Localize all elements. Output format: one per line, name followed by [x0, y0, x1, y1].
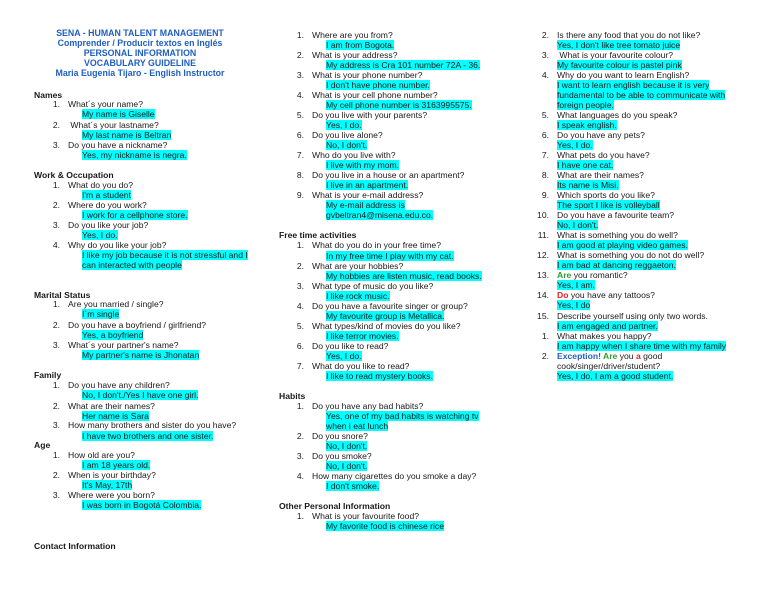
highlighted-answer: My cell phone number is 3163995575.: [326, 100, 472, 110]
highlighted-answer: Yes, I do.: [326, 120, 362, 130]
question-text: What´s your name?: [68, 99, 143, 109]
contact-question-7: [290, 150, 396, 160]
header-line-3: PERSONAL INFORMATION: [83, 48, 197, 58]
age-question-3: [46, 490, 155, 500]
age-question-2: [46, 470, 156, 480]
question-text: What is something you do not do well?: [557, 250, 705, 260]
contact-answer-2: [326, 60, 496, 70]
other-answer-1: [326, 521, 496, 531]
question-text: good: [640, 351, 663, 361]
document-header: [34, 0, 246, 78]
question-text: How many brothers and sister do you have?: [68, 420, 237, 430]
question-number: 4.: [52, 240, 60, 250]
free-time-question-6: [290, 341, 388, 351]
question-number: 7.: [296, 361, 304, 371]
highlighted-answer: My hobbies are listen music, read books.: [326, 271, 482, 281]
highlighted-answer: I live with my mom.: [326, 160, 400, 170]
more-answer-6: [557, 160, 732, 170]
highlighted-answer: Yes, my nickname is negra.: [82, 150, 187, 160]
question-number: 4.: [296, 90, 304, 100]
question-text: What is your phone number?: [312, 70, 423, 80]
work-answer-1: [82, 190, 260, 200]
names-answer-1: [82, 109, 262, 119]
work-question-2: [46, 200, 147, 210]
contact-answer-3: [326, 80, 496, 90]
question-text: What is something you do well?: [557, 230, 678, 240]
contact-answer-9: [326, 200, 496, 220]
question-text: How many cigarettes do you smoke a day?: [312, 471, 477, 481]
work-answer-3: [82, 230, 260, 240]
header-line-4: VOCABULARY GUIDELINE: [84, 58, 196, 68]
question-text: Do you smoke?: [312, 451, 372, 461]
age-question-1: [46, 450, 135, 460]
contact-question-4: [290, 90, 438, 100]
question-text: What are their names?: [68, 401, 155, 411]
more-question-2: [535, 50, 673, 60]
more-question-7: [535, 170, 644, 180]
question-number: 3.: [296, 70, 304, 80]
column-left: [34, 0, 246, 78]
highlighted-answer: I like my job because it is not stressful and I can interacted with people: [82, 250, 248, 271]
question-emphasis: Exception!: [557, 351, 601, 361]
marital-question-2: [46, 320, 206, 330]
more-answer-4: [557, 120, 732, 130]
question-text: What is your cell phone number?: [312, 90, 438, 100]
question-number: 9.: [296, 190, 304, 200]
more-question-10: [535, 230, 678, 240]
question-text: What is your favourite colour?: [557, 50, 674, 60]
question-number: 1.: [52, 299, 60, 309]
highlighted-answer: In my free time I play with my cat.: [326, 251, 454, 261]
work-question-4: [46, 240, 166, 250]
question-number: 3.: [296, 281, 304, 291]
more-question-4: [535, 110, 677, 120]
question-text: What´s your partner's name?: [68, 340, 179, 350]
more-answer-5: [557, 140, 732, 150]
more-answer-2: [557, 60, 732, 70]
highlighted-answer: My partner's name is Jhonatan: [82, 350, 200, 360]
free-time-answer-4: [326, 311, 496, 321]
section-habits: Habits: [279, 391, 306, 401]
family-answer-1: [82, 390, 272, 400]
marital-answer-2: [82, 330, 262, 340]
age-answer-2: [82, 480, 262, 490]
more-answer-14: [557, 321, 732, 331]
highlighted-answer: Yes, I am.: [557, 280, 595, 290]
section-free-time: Free time activities: [279, 230, 357, 240]
contact-answer-5: [326, 120, 496, 130]
question-text: What do you like to read?: [312, 361, 410, 371]
family-question-3: [46, 420, 236, 430]
marital-question-3: [46, 340, 179, 350]
highlighted-answer: No, I don't./Yes I have one girl.: [82, 390, 199, 400]
question-number: 1.: [52, 450, 60, 460]
free-time-question-3: [290, 281, 433, 291]
question-number: 5.: [296, 321, 304, 331]
marital-answer-3: [82, 350, 262, 360]
question-text: Where do you work?: [68, 200, 147, 210]
question-number: 8.: [296, 170, 304, 180]
habits-answer-4: [326, 481, 496, 491]
highlighted-answer: I speak english.: [557, 120, 617, 130]
question-number: 6.: [541, 130, 549, 140]
question-number: 2.: [296, 50, 304, 60]
more-answer-11: [557, 260, 732, 270]
free-time-answer-7: [326, 371, 496, 381]
contact-question-8: [290, 170, 464, 180]
highlighted-answer: I'm a student: [82, 190, 131, 200]
contact-question-2: [290, 50, 398, 60]
question-text: you: [617, 351, 636, 361]
question-number: 2.: [52, 401, 60, 411]
habits-answer-3: [326, 461, 496, 471]
highlighted-answer: Yes, I do.: [557, 140, 593, 150]
names-answer-2: [82, 130, 262, 140]
contact-answer-6: [326, 140, 496, 150]
header-line-1: SENA - HUMAN TALENT MANAGEMENT: [56, 28, 224, 38]
more-question-16: [535, 351, 662, 361]
family-question-1: [46, 380, 170, 390]
highlighted-answer: Yes, I do, I am a good student.: [557, 371, 674, 381]
question-number: 5.: [541, 110, 549, 120]
question-number: 4.: [296, 471, 304, 481]
highlighted-answer: Yes, I do: [557, 300, 591, 310]
question-text: Do you have a favourite team?: [557, 210, 675, 220]
contact-answer-8: [326, 180, 496, 190]
highlighted-answer: I´m single: [82, 309, 120, 319]
question-number: 7.: [296, 150, 304, 160]
question-text: Are you married / single?: [68, 299, 164, 309]
question-number: 3.: [52, 420, 60, 430]
question-number: 2.: [52, 120, 60, 130]
highlighted-answer: I want to learn english because it is very fundamental to be able to communicate with foreign people.: [557, 80, 726, 111]
more-question-6: [535, 150, 650, 160]
more-answer-12: [557, 280, 732, 290]
question-number: 3.: [52, 140, 60, 150]
highlighted-answer: I am 18 years old.: [82, 460, 151, 470]
question-emphasis: Do: [557, 290, 569, 300]
highlighted-answer: I work for a cellphone store.: [82, 210, 188, 220]
question-number: 5.: [296, 110, 304, 120]
free-time-question-7: [290, 361, 409, 371]
more-answer-7: [557, 180, 732, 190]
question-emphasis: Are: [600, 351, 618, 361]
contact-answer-4: [326, 100, 496, 110]
question-text: What pets do you have?: [557, 150, 650, 160]
question-text: Do you live with your parents?: [312, 110, 428, 120]
question-number: 1.: [52, 180, 60, 190]
more-answer-9: [557, 220, 732, 230]
section-family: Family: [34, 370, 62, 380]
question-text: Why do you want to learn English?: [557, 70, 690, 80]
question-number: 3.: [52, 220, 60, 230]
section-age: Age: [34, 440, 51, 450]
question-text: Do you have a favourite singer or group?: [312, 301, 468, 311]
names-question-3: [46, 140, 167, 150]
question-number: 1.: [541, 331, 549, 341]
question-text: you have any tattoos?: [568, 290, 655, 300]
question-number: 2.: [296, 431, 304, 441]
question-number: 2.: [296, 261, 304, 271]
highlighted-answer: Yes, I don't like tree tomato juice: [557, 40, 681, 50]
age-answer-3: [82, 500, 262, 510]
question-text: Do you snore?: [312, 431, 368, 441]
section-work: Work & Occupation: [34, 170, 114, 180]
highlighted-answer: No, I don't.: [557, 220, 599, 230]
question-number: 10.: [537, 210, 549, 220]
more-answer-13: [557, 300, 732, 310]
question-text: What makes you happy?: [557, 331, 652, 341]
work-answer-2: [82, 210, 260, 220]
question-number: 2.: [52, 200, 60, 210]
highlighted-answer: I am engaged and partner.: [557, 321, 658, 331]
question-text: Describe yourself using only two words.: [557, 311, 708, 321]
section-contact: Contact Information: [34, 541, 116, 551]
contact-answer-7: [326, 160, 496, 170]
highlighted-answer: My e-mail address is gvbeltran4@misena.edu.co.: [326, 200, 434, 221]
highlighted-answer: Yes, one of my bad habits is watching tv when i eat lunch: [326, 411, 479, 432]
habits-question-4: [290, 471, 476, 481]
highlighted-answer: No, I don't.: [326, 441, 368, 451]
more-question-1: [535, 30, 700, 40]
contact-question-5: [290, 110, 427, 120]
question-text: Is there any food that you do not like?: [557, 30, 701, 40]
section-other: Other Personal Information: [279, 501, 391, 511]
more-answer-8: [557, 200, 732, 210]
question-number: 6.: [296, 341, 304, 351]
question-number: 1.: [52, 380, 60, 390]
question-text: When is your birthday?: [68, 470, 156, 480]
more-answer-16: [557, 371, 732, 381]
question-number: 1.: [296, 30, 304, 40]
marital-answer-1: [82, 309, 262, 319]
question-number: 2.: [52, 320, 60, 330]
question-number: 9.: [541, 190, 549, 200]
question-number: 3.: [541, 50, 549, 60]
question-text: What languages do you speak?: [557, 110, 678, 120]
question-number: 15.: [537, 311, 549, 321]
question-text: What type of music do you like?: [312, 281, 434, 291]
age-answer-1: [82, 460, 262, 470]
question-number: 8.: [541, 170, 549, 180]
highlighted-answer: My favorite food is chinese rice: [326, 521, 444, 531]
highlighted-answer: I am from Bogota.: [326, 40, 395, 50]
highlighted-answer: The sport I like is volleyball: [557, 200, 660, 210]
more-question-11: [535, 250, 704, 260]
highlighted-answer: Yes, I do.: [326, 351, 362, 361]
question-number: 1.: [52, 99, 60, 109]
more-question-5: [535, 130, 645, 140]
names-question-1: [46, 99, 143, 109]
highlighted-answer: I like terror movies.: [326, 331, 399, 341]
names-question-2: [46, 120, 159, 130]
question-number: 12.: [537, 250, 549, 260]
highlighted-answer: I have one cat.: [557, 160, 614, 170]
question-number: 3.: [296, 451, 304, 461]
highlighted-answer: Her name is Sara: [82, 411, 149, 421]
question-text: Do you have any pets?: [557, 130, 645, 140]
free-time-question-5: [290, 321, 461, 331]
section-marital: Marital Status: [34, 290, 91, 300]
free-time-question-4: [290, 301, 468, 311]
question-text: What is your e-mail address?: [312, 190, 424, 200]
highlighted-answer: My name is Giselle: [82, 109, 155, 119]
question-number: 6.: [296, 130, 304, 140]
question-text: Do you like to read?: [312, 341, 389, 351]
highlighted-answer: My favourite group is Metallica.: [326, 311, 445, 321]
free-time-answer-6: [326, 351, 496, 361]
marital-question-1: [46, 299, 164, 309]
question-text: Why do you like your job?: [68, 240, 167, 250]
highlighted-answer: I was born in Bogotá Colombia.: [82, 500, 202, 510]
question-text: Do you have a boyfriend / girlfriend?: [68, 320, 207, 330]
highlighted-answer: Yes, I do.: [82, 230, 118, 240]
question-emphasis: a: [635, 351, 641, 361]
highlighted-answer: I live in an apartment.: [326, 180, 409, 190]
contact-question-9: [290, 190, 423, 200]
question-text: Who do you live with?: [312, 150, 396, 160]
question-number: 2.: [52, 470, 60, 480]
highlighted-answer: I like rock music.: [326, 291, 390, 301]
habits-question-2: [290, 431, 368, 441]
question-text: What is your address?: [312, 50, 398, 60]
work-question-1: [46, 180, 133, 190]
highlighted-answer: I am bad at dancing reggaeton.: [557, 260, 676, 270]
more-question-12: [535, 270, 628, 280]
question-text: How old are you?: [68, 450, 135, 460]
question-text: Do you have a nickname?: [68, 140, 168, 150]
more-question-3: [535, 70, 689, 80]
free-time-answer-1: [326, 251, 496, 261]
question-number: 1.: [296, 401, 304, 411]
highlighted-answer: Yes, a boyfriend: [82, 330, 144, 340]
contact-answer-1: [326, 40, 496, 50]
question-text: What is your favourite food?: [312, 511, 419, 521]
question-number: 3.: [52, 340, 60, 350]
question-number: 4.: [296, 301, 304, 311]
contact-question-1: [290, 30, 393, 40]
question-number: 11.: [537, 230, 549, 240]
question-text: What are their names?: [557, 170, 644, 180]
highlighted-answer: No, I don't.: [326, 461, 368, 471]
question-text: you romantic?: [571, 270, 628, 280]
question-text: Do you live alone?: [312, 130, 383, 140]
more-answer-10: [557, 240, 732, 250]
question-number: 13.: [537, 270, 549, 280]
more-answer-1: [557, 40, 732, 50]
contact-question-3: [290, 70, 422, 80]
highlighted-answer: I am happy when I share time with my family: [557, 341, 727, 351]
free-time-question-2: [290, 261, 403, 271]
more-question-13: [535, 290, 655, 300]
work-question-3: [46, 220, 148, 230]
more-question-14: [535, 311, 708, 321]
question-text: Do you have any children?: [68, 380, 170, 390]
habits-question-3: [290, 451, 372, 461]
more-question-8: [535, 190, 655, 200]
question-text: Where were you born?: [68, 490, 155, 500]
question-text: Do you have any bad habits?: [312, 401, 424, 411]
highlighted-answer: I like to read mystery books.: [326, 371, 433, 381]
more-question-15: [535, 331, 652, 341]
other-question-1: [290, 511, 419, 521]
free-time-answer-5: [326, 331, 496, 341]
highlighted-answer: My favourite colour is pastel pink: [557, 60, 682, 70]
highlighted-answer: It's May, 17th: [82, 480, 133, 490]
question-number: 3.: [52, 490, 60, 500]
free-time-answer-3: [326, 291, 496, 301]
question-text: What are your hobbies?: [312, 261, 404, 271]
question-number: 7.: [541, 150, 549, 160]
family-question-2: [46, 401, 155, 411]
family-answer-3: [82, 431, 272, 441]
contact-question-6: [290, 130, 383, 140]
header-line-5: Maria Eugenia Tijaro - English Instructor: [55, 68, 225, 78]
more-answer-15: [557, 341, 732, 351]
more-question-16-line2: cook/singer/driver/student?: [557, 361, 661, 371]
highlighted-answer: My address is Cra 101 number 72A - 36.: [326, 60, 481, 70]
question-text: What do you do?: [68, 180, 133, 190]
question-number: 2.: [541, 30, 549, 40]
header-line-2: Comprender / Producir textos en Inglés: [57, 38, 223, 48]
question-number: 1.: [296, 511, 304, 521]
question-text: Do you like your job?: [68, 220, 149, 230]
question-text: Which sports do you like?: [557, 190, 655, 200]
highlighted-answer: Its name is Misi.: [557, 180, 619, 190]
free-time-question-1: [290, 240, 441, 250]
section-names: Names: [34, 90, 63, 100]
highlighted-answer: I don't have phone number.: [326, 80, 430, 90]
habits-question-1: [290, 401, 423, 411]
question-text: Do you live in a house or an apartment?: [312, 170, 465, 180]
habits-answer-2: [326, 441, 496, 451]
more-answer-3: [557, 80, 732, 111]
question-text: What do you do in your free time?: [312, 240, 441, 250]
question-number: 14.: [537, 290, 549, 300]
highlighted-answer: I don't smoke.: [326, 481, 380, 491]
question-emphasis: Are: [557, 270, 572, 280]
highlighted-answer: I have two brothers and one sister.: [82, 431, 214, 441]
names-answer-3: [82, 150, 262, 160]
question-number: 4.: [541, 70, 549, 80]
highlighted-answer: I am good at playing video games.: [557, 240, 688, 250]
question-text: Where are you from?: [312, 30, 393, 40]
question-text: What types/kind of movies do you like?: [312, 321, 461, 331]
question-number: 2.: [541, 351, 549, 361]
more-question-9: [535, 210, 674, 220]
free-time-answer-2: [326, 271, 496, 281]
question-text: What´s your lastname?: [68, 120, 159, 130]
habits-answer-1: [326, 411, 496, 431]
highlighted-answer: No, I don't.: [326, 140, 368, 150]
highlighted-answer: My last name is Beltran: [82, 130, 172, 140]
question-number: 1.: [296, 240, 304, 250]
work-answer-4: [82, 250, 260, 270]
